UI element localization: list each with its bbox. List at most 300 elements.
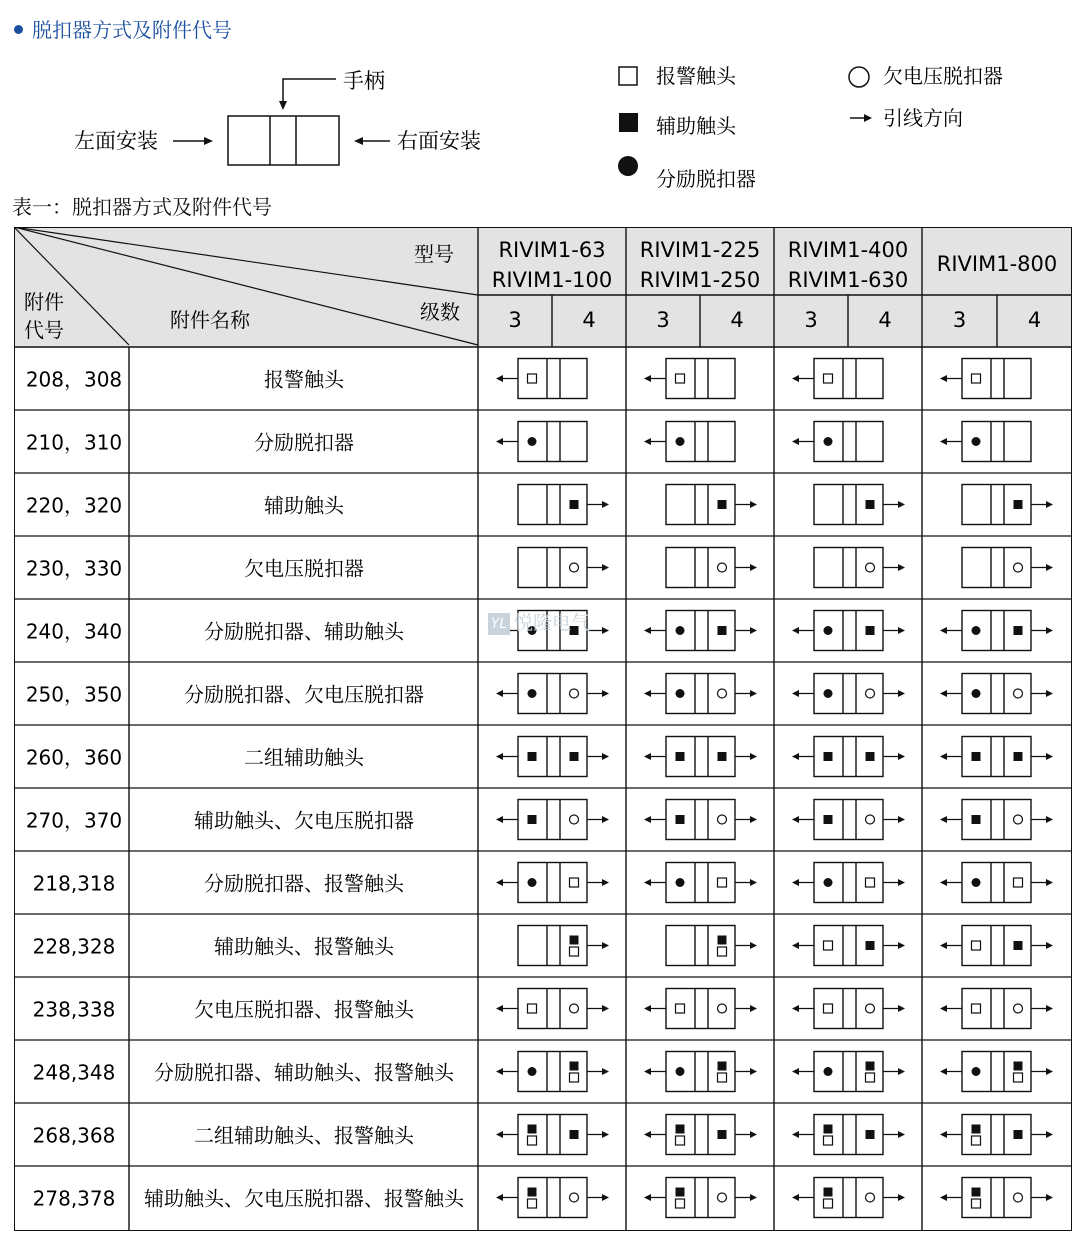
- header-poles: 级数: [420, 300, 460, 324]
- accessory-name: 报警触头: [264, 367, 344, 392]
- alarm-symbol-icon: [528, 374, 537, 383]
- lead-arrow-icon: [1046, 753, 1053, 760]
- lead-arrow-icon: [940, 1005, 947, 1012]
- breaker-symbol: [518, 926, 609, 966]
- alarm-symbol-icon: [824, 1004, 833, 1013]
- shunt-symbol-icon: [676, 1067, 685, 1076]
- alarm-symbol-icon: [866, 1073, 875, 1082]
- shunt-symbol-icon: [972, 878, 981, 887]
- breaker-symbol: [940, 611, 1053, 651]
- accessory-code: 260，360: [25, 745, 123, 770]
- lead-arrow-icon: [750, 1131, 757, 1138]
- pole-count: 4: [1027, 308, 1042, 332]
- aux-symbol-icon: [824, 1188, 833, 1197]
- breaker-symbol: [940, 1178, 1053, 1218]
- lead-arrow-icon: [940, 942, 947, 949]
- alarm-symbol-icon: [570, 878, 579, 887]
- lead-arrow-icon: [750, 690, 757, 697]
- lead-arrow-icon: [898, 1068, 905, 1075]
- header-code-line1: 附件: [24, 290, 64, 314]
- lead-arrow-icon: [750, 627, 757, 634]
- lead-arrow-icon: [1046, 564, 1053, 571]
- accessory-code: 268,368: [32, 1123, 116, 1148]
- lead-arrow-icon: [1046, 690, 1053, 697]
- aux-symbol-icon: [866, 500, 875, 509]
- accessory-name: 辅助触头、欠电压脱扣器: [194, 808, 414, 833]
- lead-arrow-icon: [898, 627, 905, 634]
- breaker-symbol: [644, 989, 757, 1029]
- accessory-name: 分励脱扣器、欠电压脱扣器: [184, 682, 424, 707]
- undervoltage-symbol-icon: [718, 689, 727, 698]
- shunt-symbol-icon: [528, 1067, 537, 1076]
- shunt-symbol-icon: [676, 437, 685, 446]
- alarm-symbol-icon: [1014, 878, 1023, 887]
- breaker-symbol: [644, 800, 757, 840]
- lead-arrow-icon: [1046, 1068, 1053, 1075]
- undervoltage-symbol-icon: [1014, 689, 1023, 698]
- lead-arrow-icon: [496, 1005, 503, 1012]
- watermark: YL 悦隆电气: [488, 608, 590, 635]
- lead-arrow-icon: [602, 1068, 609, 1075]
- aux-symbol-icon: [570, 500, 579, 509]
- aux-symbol-icon: [824, 752, 833, 761]
- alarm-symbol-icon: [972, 1136, 981, 1145]
- lead-arrow-icon: [644, 879, 651, 886]
- accessory-name: 分励脱扣器、辅助触头: [204, 619, 404, 644]
- lead-arrow-icon: [792, 627, 799, 634]
- lead-arrow-icon: [644, 753, 651, 760]
- lead-arrow-icon: [940, 438, 947, 445]
- breaker-symbol: [940, 359, 1031, 399]
- lead-arrow-icon: [750, 1068, 757, 1075]
- aux-symbol-icon: [824, 1125, 833, 1134]
- aux-symbol-icon: [570, 1062, 579, 1071]
- lead-arrow-icon: [940, 690, 947, 697]
- lead-arrow-icon: [898, 690, 905, 697]
- lead-arrow-icon: [940, 1194, 947, 1201]
- legend-undervoltage: 欠电压脱扣器: [883, 64, 1003, 88]
- lead-arrow-icon: [496, 879, 503, 886]
- breaker-symbol: [496, 674, 609, 714]
- breaker-symbol: [792, 674, 905, 714]
- lead-arrow-icon: [898, 879, 905, 886]
- lead-arrow-icon: [644, 375, 651, 382]
- model-name: RIVIM1-800: [936, 252, 1058, 276]
- breaker-symbol: [792, 800, 905, 840]
- aux-symbol-icon: [1014, 941, 1023, 950]
- undervoltage-symbol-icon: [1014, 1004, 1023, 1013]
- lead-arrow-icon: [496, 753, 503, 760]
- header-code-line2: 代号: [24, 318, 64, 342]
- aux-symbol-icon: [1014, 626, 1023, 635]
- lead-arrow-icon: [602, 627, 609, 634]
- alarm-symbol-icon: [972, 1004, 981, 1013]
- accessory-code: 218,318: [32, 871, 116, 896]
- lead-arrow-icon: [898, 564, 905, 571]
- model-name: RIVIM1-100: [491, 268, 613, 292]
- legend-aux: 辅助触头: [656, 114, 736, 138]
- pole-count: 4: [582, 308, 596, 332]
- lead-arrow-icon: [750, 879, 757, 886]
- breaker-symbol: [792, 737, 905, 777]
- model-name: RIVIM1-225: [639, 238, 761, 262]
- table-caption: 表一：脱扣器方式及附件代号: [12, 195, 272, 219]
- shunt-symbol-icon: [676, 878, 685, 887]
- accessory-code: 278,378: [32, 1186, 116, 1211]
- breaker-symbol: [962, 485, 1053, 525]
- lead-arrow-icon: [1046, 1194, 1053, 1201]
- breaker-symbol: [644, 1178, 757, 1218]
- accessory-code: 270，370: [25, 808, 123, 833]
- legend-alarm: 报警触头: [656, 64, 736, 88]
- breaker-symbol: [518, 548, 609, 588]
- alarm-symbol-icon: [824, 1136, 833, 1145]
- lead-arrow-icon: [1046, 1131, 1053, 1138]
- accessory-name: 辅助触头、欠电压脱扣器、报警触头: [144, 1186, 464, 1211]
- lead-arrow-icon: [602, 690, 609, 697]
- breaker-symbol: [496, 1115, 609, 1155]
- legend-lead: 引线方向: [883, 106, 963, 130]
- aux-symbol-icon: [619, 113, 638, 132]
- shunt-symbol-icon: [972, 689, 981, 698]
- undervoltage-symbol-icon: [866, 1193, 875, 1202]
- lead-arrow-icon: [898, 501, 905, 508]
- breaker-symbol: [496, 359, 587, 399]
- aux-symbol-icon: [866, 752, 875, 761]
- lead-arrow-icon: [864, 114, 872, 122]
- undervoltage-symbol-icon: [570, 815, 579, 824]
- lead-arrow-icon: [792, 879, 799, 886]
- lead-arrow-icon: [940, 753, 947, 760]
- shunt-symbol-icon: [824, 689, 833, 698]
- shunt-symbol-icon: [528, 437, 537, 446]
- breaker-symbol: [962, 548, 1053, 588]
- lead-arrow-icon: [750, 501, 757, 508]
- breaker-symbol: [496, 989, 609, 1029]
- undervoltage-symbol-icon: [866, 689, 875, 698]
- alarm-symbol-icon: [824, 1199, 833, 1208]
- lead-arrow-icon: [644, 690, 651, 697]
- alarm-symbol-icon: [972, 941, 981, 950]
- lead-arrow-icon: [602, 879, 609, 886]
- alarm-symbol-icon: [676, 374, 685, 383]
- breaker-symbol: [496, 800, 609, 840]
- accessory-code: 250，350: [25, 682, 123, 707]
- lead-arrow-icon: [898, 942, 905, 949]
- breaker-symbol: [496, 1052, 609, 1092]
- lead-arrow-icon: [496, 1131, 503, 1138]
- legend-shunt: 分励脱扣器: [656, 167, 756, 191]
- alarm-symbol-icon: [528, 1136, 537, 1145]
- lead-arrow-icon: [602, 564, 609, 571]
- breaker-symbol: [644, 1115, 757, 1155]
- accessory-name: 分励脱扣器、报警触头: [204, 871, 404, 896]
- undervoltage-symbol-icon: [718, 1004, 727, 1013]
- lead-arrow-icon: [750, 1194, 757, 1201]
- breaker-symbol: [644, 863, 757, 903]
- breaker-symbol: [814, 485, 905, 525]
- breaker-symbol: [792, 359, 883, 399]
- breaker-symbol: [792, 611, 905, 651]
- alarm-symbol-icon: [570, 947, 579, 956]
- aux-symbol-icon: [972, 1125, 981, 1134]
- lead-arrow-icon: [792, 816, 799, 823]
- lead-arrow-icon: [644, 1005, 651, 1012]
- alarm-symbol-icon: [1014, 1073, 1023, 1082]
- lead-arrow-icon: [602, 753, 609, 760]
- lead-arrow-icon: [602, 501, 609, 508]
- lead-arrow-icon: [496, 375, 503, 382]
- aux-symbol-icon: [528, 752, 537, 761]
- pole-count: 4: [730, 308, 744, 332]
- pole-count: 3: [952, 308, 967, 332]
- shunt-symbol-icon: [972, 437, 981, 446]
- lead-arrow-icon: [898, 816, 905, 823]
- lead-arrow-icon: [792, 375, 799, 382]
- lead-arrow-icon: [940, 1131, 947, 1138]
- lead-arrow-icon: [496, 1068, 503, 1075]
- aux-symbol-icon: [866, 1130, 875, 1139]
- lead-arrow-icon: [644, 438, 651, 445]
- lead-arrow-icon: [750, 564, 757, 571]
- lead-arrow-icon: [792, 1131, 799, 1138]
- alarm-symbol-icon: [676, 1199, 685, 1208]
- alarm-symbol-icon: [972, 1199, 981, 1208]
- shunt-symbol-icon: [824, 1067, 833, 1076]
- breaker-symbol: [792, 926, 905, 966]
- lead-arrow-icon: [792, 1194, 799, 1201]
- lead-arrow-icon: [496, 690, 503, 697]
- breaker-symbol: [792, 422, 883, 462]
- pole-count: 3: [508, 308, 522, 332]
- aux-symbol-icon: [1014, 1062, 1023, 1071]
- alarm-symbol-icon: [866, 878, 875, 887]
- breaker-symbol: [644, 422, 735, 462]
- breaker-symbol: [496, 863, 609, 903]
- aux-symbol-icon: [718, 1062, 727, 1071]
- breaker-symbol: [496, 422, 587, 462]
- aux-symbol-icon: [972, 752, 981, 761]
- aux-symbol-icon: [866, 941, 875, 950]
- lead-arrow-icon: [940, 1068, 947, 1075]
- pole-count: 3: [804, 308, 818, 332]
- lead-arrow-icon: [792, 753, 799, 760]
- lead-arrow-icon: [1046, 816, 1053, 823]
- breaker-symbol: [518, 485, 609, 525]
- alarm-symbol-icon: [824, 374, 833, 383]
- undervoltage-symbol-icon: [866, 1004, 875, 1013]
- aux-symbol-icon: [676, 752, 685, 761]
- breaker-symbol: [496, 737, 609, 777]
- aux-symbol-icon: [866, 1062, 875, 1071]
- lead-arrow-icon: [792, 690, 799, 697]
- aux-symbol-icon: [570, 936, 579, 945]
- lead-arrow-icon: [792, 942, 799, 949]
- left-install-label: 左面安装: [74, 129, 158, 153]
- accessory-name: 辅助触头: [264, 493, 344, 518]
- alarm-symbol-icon: [718, 947, 727, 956]
- shunt-symbol-icon: [528, 878, 537, 887]
- lead-arrow-icon: [496, 438, 503, 445]
- right-install-label: 右面安装: [397, 129, 481, 153]
- lead-arrow-icon: [940, 816, 947, 823]
- lead-arrow-icon: [644, 1131, 651, 1138]
- accessory-name: 欠电压脱扣器、报警触头: [194, 997, 414, 1022]
- aux-symbol-icon: [866, 626, 875, 635]
- breaker-symbol: [940, 1115, 1053, 1155]
- breaker-symbol: [644, 674, 757, 714]
- aux-symbol-icon: [676, 1188, 685, 1197]
- breaker-symbol: [940, 422, 1031, 462]
- undervoltage-symbol-icon: [718, 1193, 727, 1202]
- breaker-symbol: [940, 1052, 1053, 1092]
- alarm-symbol-icon: [528, 1199, 537, 1208]
- header-name: 附件名称: [170, 308, 250, 332]
- undervoltage-symbol-icon: [1014, 1193, 1023, 1202]
- lead-arrow-icon: [496, 816, 503, 823]
- pole-count: 3: [656, 308, 670, 332]
- breaker-symbol: [792, 1178, 905, 1218]
- breaker-symbol: [666, 926, 757, 966]
- aux-symbol-icon: [972, 815, 981, 824]
- accessory-code: 208，308: [25, 367, 123, 392]
- breaker-symbol: [940, 800, 1053, 840]
- shunt-symbol-icon: [972, 626, 981, 635]
- aux-symbol-icon: [1014, 500, 1023, 509]
- model-name: RIVIM1-400: [787, 238, 909, 262]
- breaker-symbol: [940, 989, 1053, 1029]
- lead-arrow-icon: [496, 1194, 503, 1201]
- shunt-symbol-icon: [972, 1067, 981, 1076]
- lead-arrow-icon: [898, 1194, 905, 1201]
- accessory-code: 220，320: [25, 493, 123, 518]
- alarm-symbol-icon: [619, 67, 637, 85]
- shunt-symbol-icon: [824, 626, 833, 635]
- breaker-symbol: [940, 674, 1053, 714]
- undervoltage-symbol-icon: [718, 563, 727, 572]
- lead-arrow-icon: [940, 375, 947, 382]
- shunt-symbol-icon: [676, 689, 685, 698]
- lead-arrow-icon: [898, 1005, 905, 1012]
- aux-symbol-icon: [718, 500, 727, 509]
- alarm-symbol-icon: [528, 1004, 537, 1013]
- alarm-symbol-icon: [570, 1073, 579, 1082]
- undervoltage-symbol-icon: [866, 815, 875, 824]
- aux-symbol-icon: [528, 1125, 537, 1134]
- breaker-symbol: [644, 611, 757, 651]
- lead-arrow-icon: [898, 753, 905, 760]
- lead-arrow-icon: [1046, 1005, 1053, 1012]
- breaker-symbol: [644, 359, 735, 399]
- lead-arrow-icon: [1046, 942, 1053, 949]
- aux-symbol-icon: [824, 815, 833, 824]
- lead-arrow-icon: [602, 1194, 609, 1201]
- lead-arrow-icon: [792, 438, 799, 445]
- aux-symbol-icon: [718, 752, 727, 761]
- lead-arrow-icon: [602, 1005, 609, 1012]
- model-name: RIVIM1-630: [787, 268, 909, 292]
- aux-symbol-icon: [570, 752, 579, 761]
- lead-arrow-icon: [750, 816, 757, 823]
- lead-arrow-icon: [602, 1131, 609, 1138]
- lead-arrow-icon: [940, 879, 947, 886]
- handle-leader: [283, 79, 336, 108]
- header-model: 型号: [414, 242, 454, 266]
- alarm-symbol-icon: [824, 941, 833, 950]
- accessory-code: 230，330: [25, 556, 123, 581]
- accessory-code: 248,348: [32, 1060, 116, 1085]
- aux-symbol-icon: [1014, 752, 1023, 761]
- accessory-name: 分励脱扣器: [254, 430, 354, 455]
- lead-arrow-icon: [792, 1005, 799, 1012]
- model-name: RIVIM1-63: [498, 238, 606, 262]
- shunt-symbol-icon: [618, 156, 638, 176]
- accessory-code: 238,338: [32, 997, 116, 1022]
- breaker-symbol: [792, 989, 905, 1029]
- shunt-symbol-icon: [528, 689, 537, 698]
- breaker-symbol: [940, 863, 1053, 903]
- pole-count: 4: [878, 308, 892, 332]
- accessory-name: 二组辅助触头: [244, 745, 364, 770]
- aux-symbol-icon: [676, 815, 685, 824]
- lead-arrow-icon: [750, 753, 757, 760]
- accessory-name: 二组辅助触头、报警触头: [194, 1123, 414, 1148]
- lead-arrow-icon: [792, 1068, 799, 1075]
- section-title: 脱扣器方式及附件代号: [14, 14, 232, 43]
- shunt-symbol-icon: [676, 626, 685, 635]
- accessory-code-table: [14, 227, 1072, 1231]
- aux-symbol-icon: [528, 815, 537, 824]
- breaker-symbol: [644, 737, 757, 777]
- breaker-symbol: [792, 1052, 905, 1092]
- undervoltage-symbol-icon: [849, 67, 869, 87]
- lead-arrow-icon: [644, 627, 651, 634]
- breaker-symbol: [814, 548, 905, 588]
- aux-symbol-icon: [972, 1188, 981, 1197]
- breaker-symbol: [940, 926, 1053, 966]
- undervoltage-symbol-icon: [1014, 563, 1023, 572]
- aux-symbol-icon: [528, 1188, 537, 1197]
- undervoltage-symbol-icon: [570, 1193, 579, 1202]
- model-name: RIVIM1-250: [639, 268, 761, 292]
- alarm-symbol-icon: [676, 1004, 685, 1013]
- aux-symbol-icon: [718, 1130, 727, 1139]
- handle-label: 手柄: [343, 69, 385, 93]
- lead-arrow-icon: [1046, 501, 1053, 508]
- undervoltage-symbol-icon: [570, 563, 579, 572]
- accessory-name: 分励脱扣器、辅助触头、报警触头: [154, 1060, 454, 1085]
- aux-symbol-icon: [1014, 1130, 1023, 1139]
- breaker-symbol: [940, 737, 1053, 777]
- installation-diagram: [0, 50, 520, 180]
- breaker-symbol: [666, 548, 757, 588]
- lead-arrow-icon: [750, 1005, 757, 1012]
- undervoltage-symbol-icon: [570, 1004, 579, 1013]
- alarm-symbol-icon: [972, 374, 981, 383]
- shunt-symbol-icon: [824, 437, 833, 446]
- lead-arrow-icon: [644, 1068, 651, 1075]
- lead-arrow-icon: [750, 942, 757, 949]
- lead-arrow-icon: [602, 816, 609, 823]
- legend: [600, 55, 1070, 200]
- breaker-symbol: [644, 1052, 757, 1092]
- lead-arrow-icon: [602, 942, 609, 949]
- lead-arrow-icon: [940, 627, 947, 634]
- breaker-symbol: [792, 863, 905, 903]
- accessory-code: 240，340: [25, 619, 123, 644]
- accessory-name: 欠电压脱扣器: [244, 556, 364, 581]
- breaker-outline: [228, 116, 339, 165]
